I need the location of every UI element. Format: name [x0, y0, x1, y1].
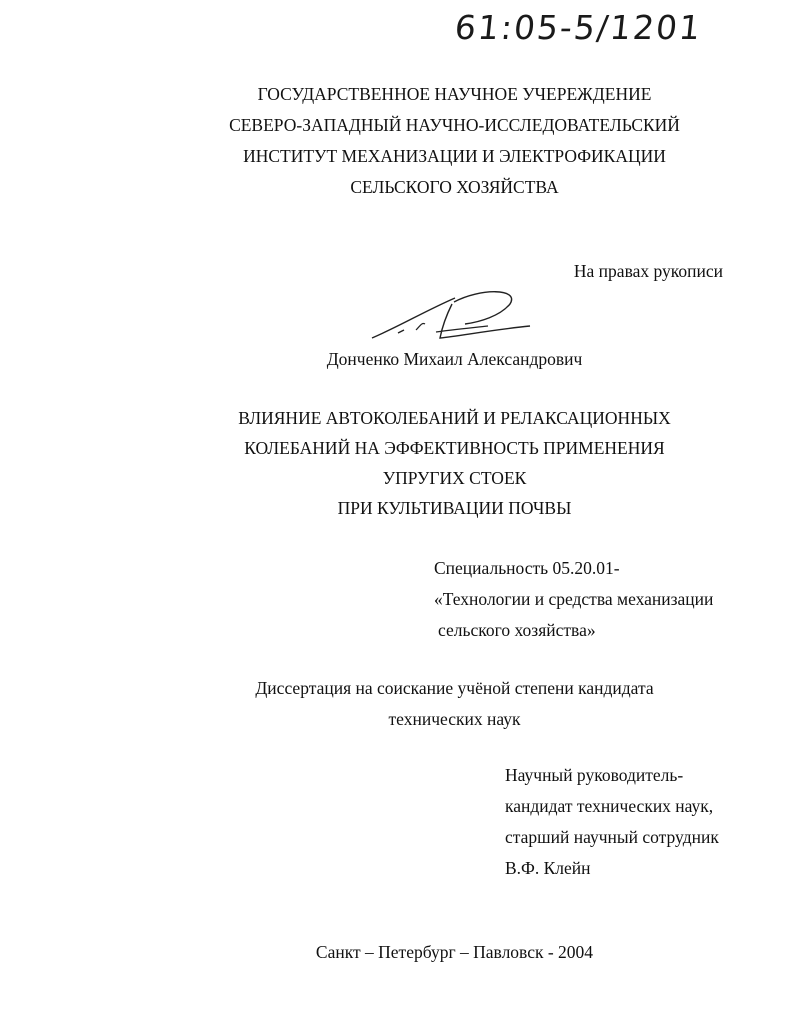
city-year: Санкт – Петербург – Павловск - 2004: [315, 942, 594, 962]
supervisor-line: старший научный сотрудник: [505, 827, 719, 847]
archive-number: 61:05-5/1201: [452, 8, 705, 47]
title-line: ВЛИЯНИЕ АВТОКОЛЕБАНИЙ И РЕЛАКСАЦИОННЫХ: [238, 408, 671, 428]
institute-line: СЕВЕРО-ЗАПАДНЫЙ НАУЧНО-ИССЛЕДОВАТЕЛЬСКИЙ: [229, 115, 680, 135]
title-line: КОЛЕБАНИЙ НА ЭФФЕКТИВНОСТЬ ПРИМЕНЕНИЯ: [244, 438, 665, 458]
title-line: УПРУГИХ СТОЕК: [382, 468, 527, 488]
speciality-line: сельского хозяйства»: [438, 620, 596, 640]
author-name: Донченко Михаил Александрович: [326, 349, 583, 369]
supervisor-line: В.Ф. Клейн: [505, 858, 591, 878]
supervisor-line: кандидат технических наук,: [505, 796, 714, 816]
supervisor: [505, 760, 719, 884]
institute-name: [55, 79, 799, 203]
dissertation-title: [55, 403, 799, 523]
speciality-line: «Технологии и средства механизации: [434, 589, 714, 609]
author-signature: [370, 286, 540, 346]
speciality: [434, 553, 713, 646]
degree-line: Диссертация на соискание учёной степени кандидата: [255, 678, 654, 698]
degree-statement: [55, 673, 799, 735]
rights-note: На правах рукописи: [573, 261, 723, 281]
institute-line: ИНСТИТУТ МЕХАНИЗАЦИИ И ЭЛЕКТРОФИКАЦИИ: [243, 146, 666, 166]
speciality-line: Специальность 05.20.01-: [434, 558, 620, 578]
title-line: ПРИ КУЛЬТИВАЦИИ ПОЧВЫ: [337, 498, 572, 518]
degree-line: технических наук: [388, 709, 521, 729]
institute-line: ГОСУДАРСТВЕННОЕ НАУЧНОЕ УЧЕРЕЖДЕНИЕ: [257, 84, 652, 104]
institute-line: СЕЛЬСКОГО ХОЗЯЙСТВА: [350, 177, 559, 197]
supervisor-line: Научный руководитель-: [505, 765, 684, 785]
